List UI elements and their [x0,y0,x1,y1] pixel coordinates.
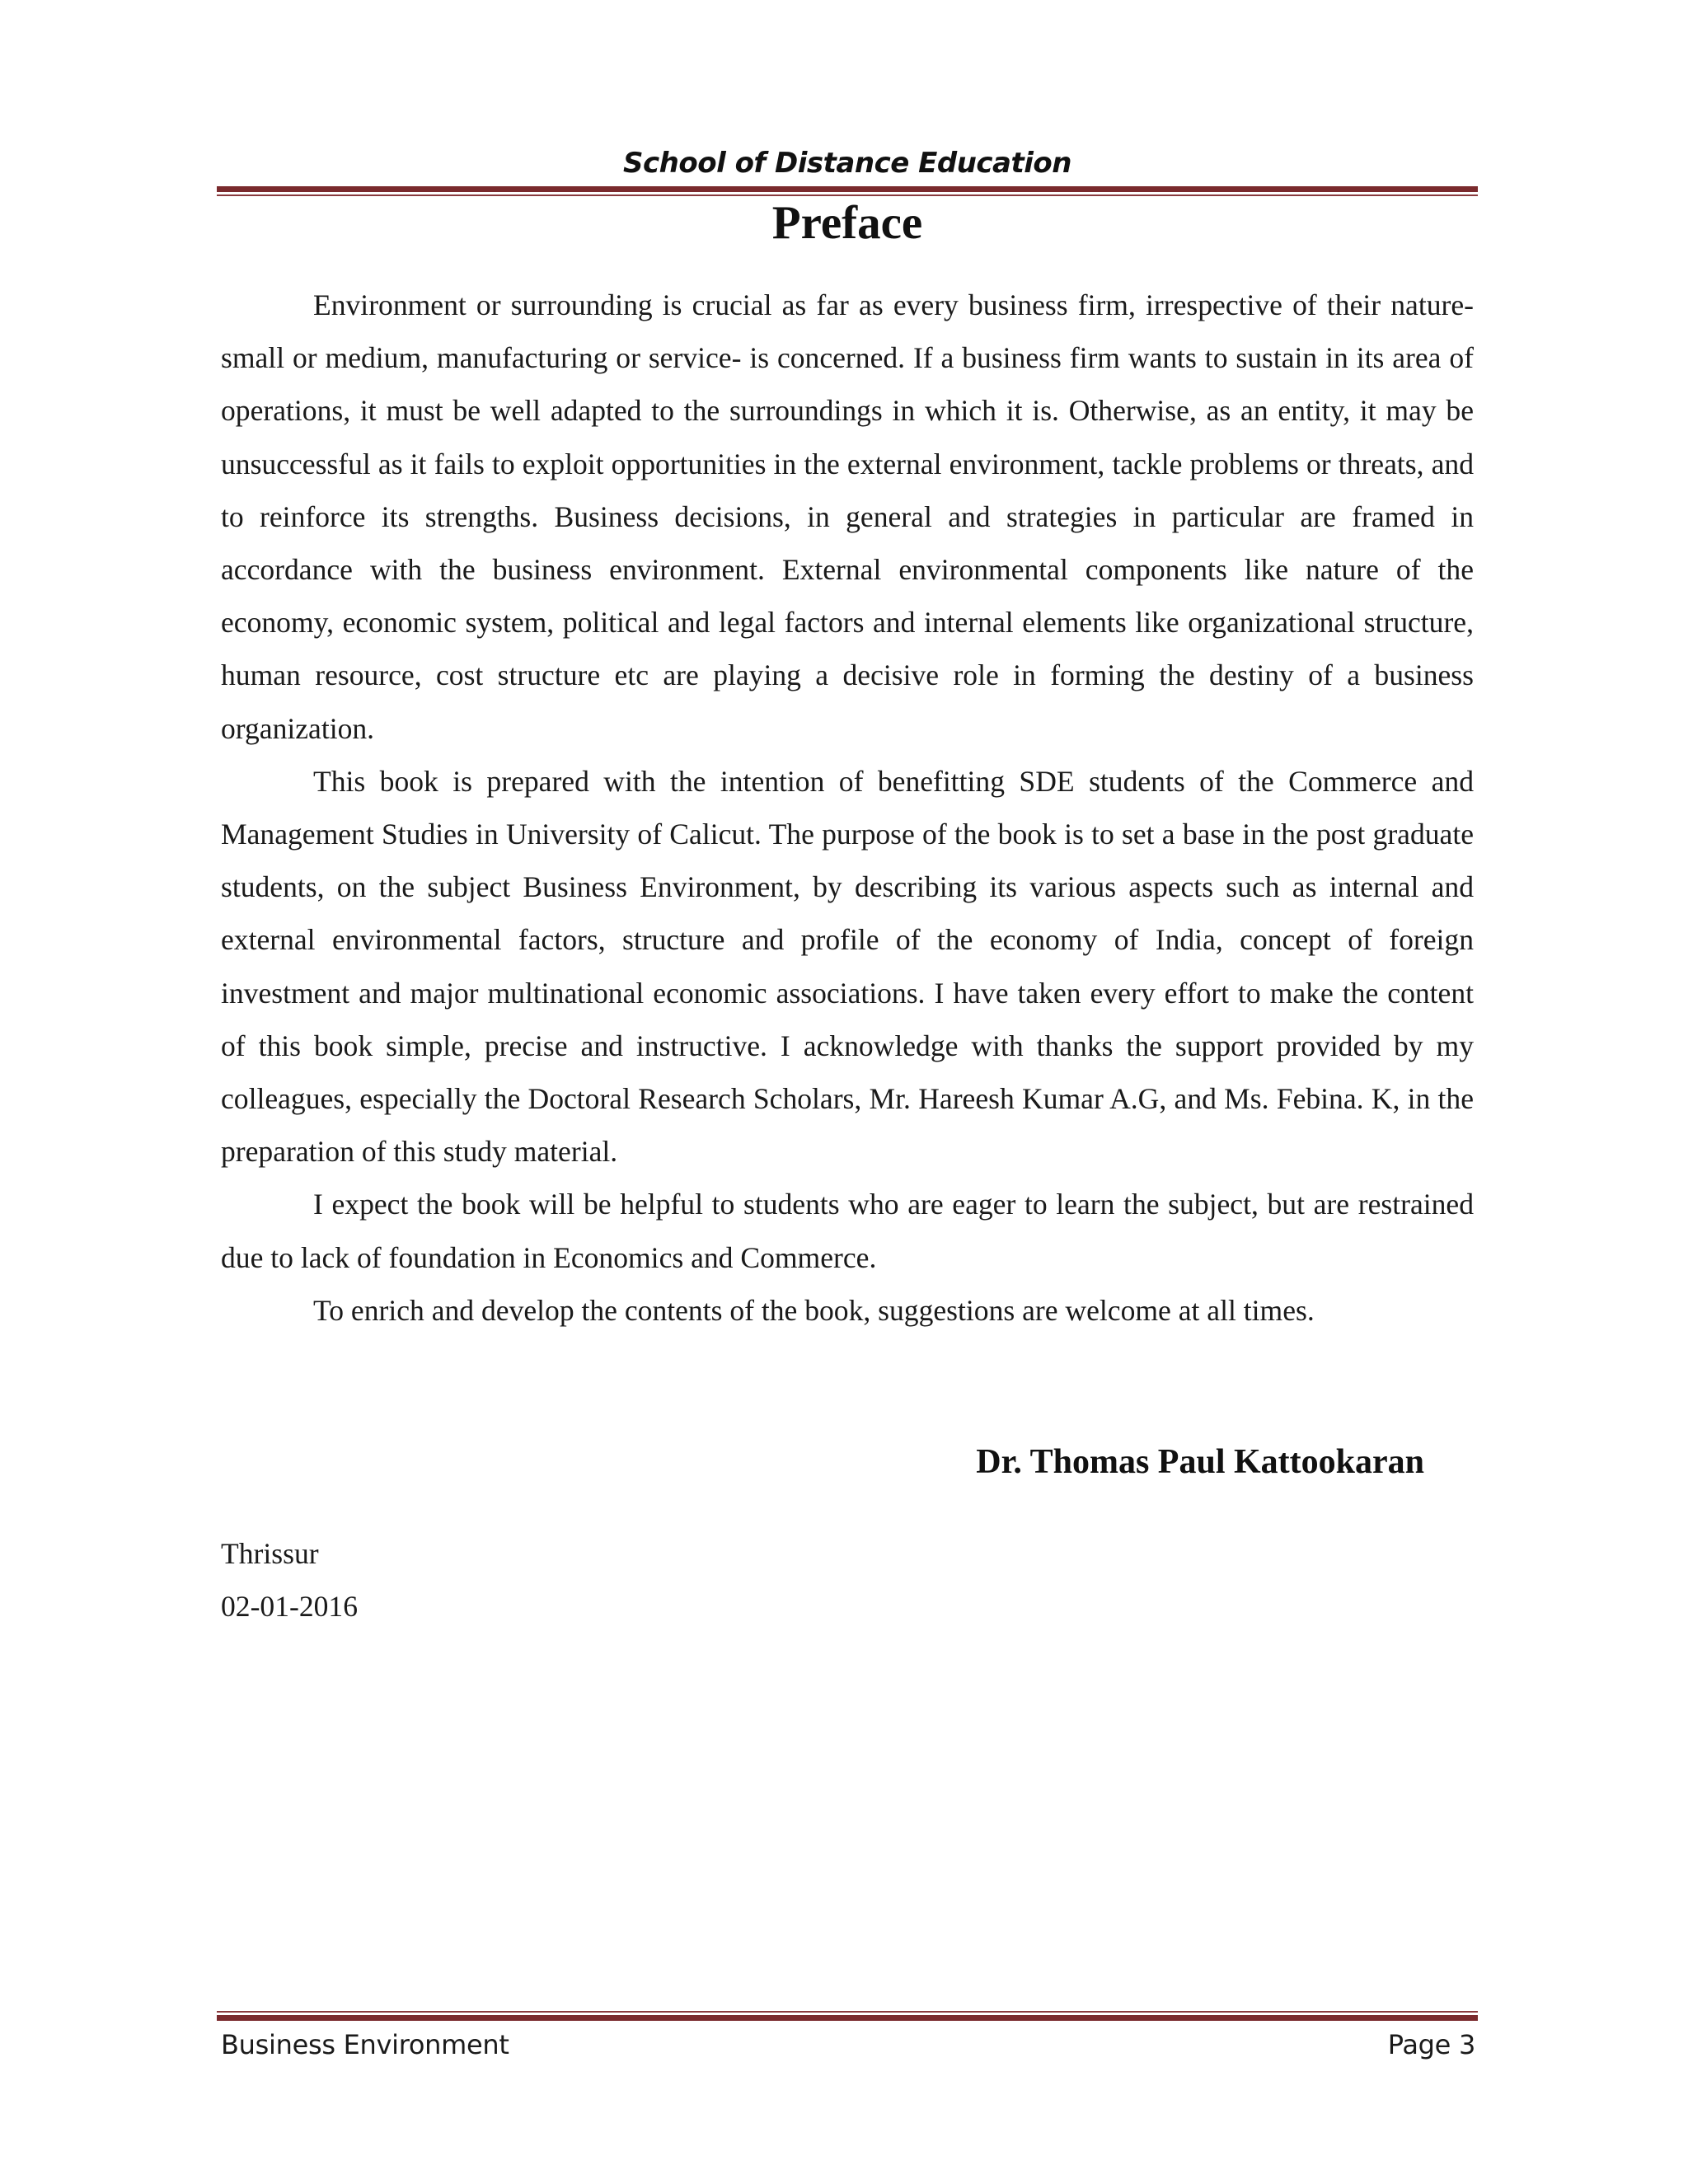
place: Thrissur [221,1537,319,1570]
header-rule [217,186,1478,196]
paragraph-3: I expect the book will be helpful to students who are eager to learn the subject, but are restrained due to lack of foundation in Economics and Commerce. [221,1188,1474,1274]
paragraph-2: This book is prepared with the intention of benefitting SDE students of the Commerce and Management Studies in University of Calicut. The purpose of the book is to set a base in the post graduate students, on the subject Business Environment, by describing its various aspects such as internal and external environmental factors, structure and profile of the economy of India, concept of foreign investment and major multinational economic associations. I have taken every effort to make the content of this book simple, precise and instructive. I acknowledge with thanks the support provided by my colleagues, especially the Doctoral Research Scholars, Mr. Hareesh Kumar A.G, and Ms. Febina. K, in the preparation of this study material. [221,764,1474,1169]
place-date-block [221,1527,358,1633]
footer-rule-thick [217,2015,1478,2021]
preface-body [221,279,1474,1337]
footer-page-number: Page 3 [1387,2029,1475,2060]
paragraph-1: Environment or surrounding is crucial as far as every business firm, irrespective of their nature-small or medium, manufacturing or service- is concerned. If a business firm wants to sustain in its area of operations, it must be well adapted to the surroundings in which it is. Otherwise, as an entity, it may be unsuccessful as it fails to exploit opportunities in the external environment, tackle problems or threats, and to reinforce its strengths. Business decisions, in general and strategies in particular are framed in accordance with the business environment. External environmental components like nature of the economy, economic system, political and legal factors and internal elements like organizational structure, human resource, cost structure etc are playing a decisive role in forming the destiny of a business organization. [221,288,1474,745]
page-title: Preface [771,197,923,249]
paragraph-4: To enrich and develop the contents of the book, suggestions are welcome at all times. [313,1293,1315,1327]
running-header: School of Distance Education [623,147,1071,180]
author-signature: Dr. Thomas Paul Kattookaran [976,1443,1424,1481]
footer-rule [217,2011,1478,2021]
header-rule-thick [217,186,1478,192]
date: 02-01-2016 [221,1590,359,1623]
footer-book-title: Business Environment [221,2029,509,2060]
